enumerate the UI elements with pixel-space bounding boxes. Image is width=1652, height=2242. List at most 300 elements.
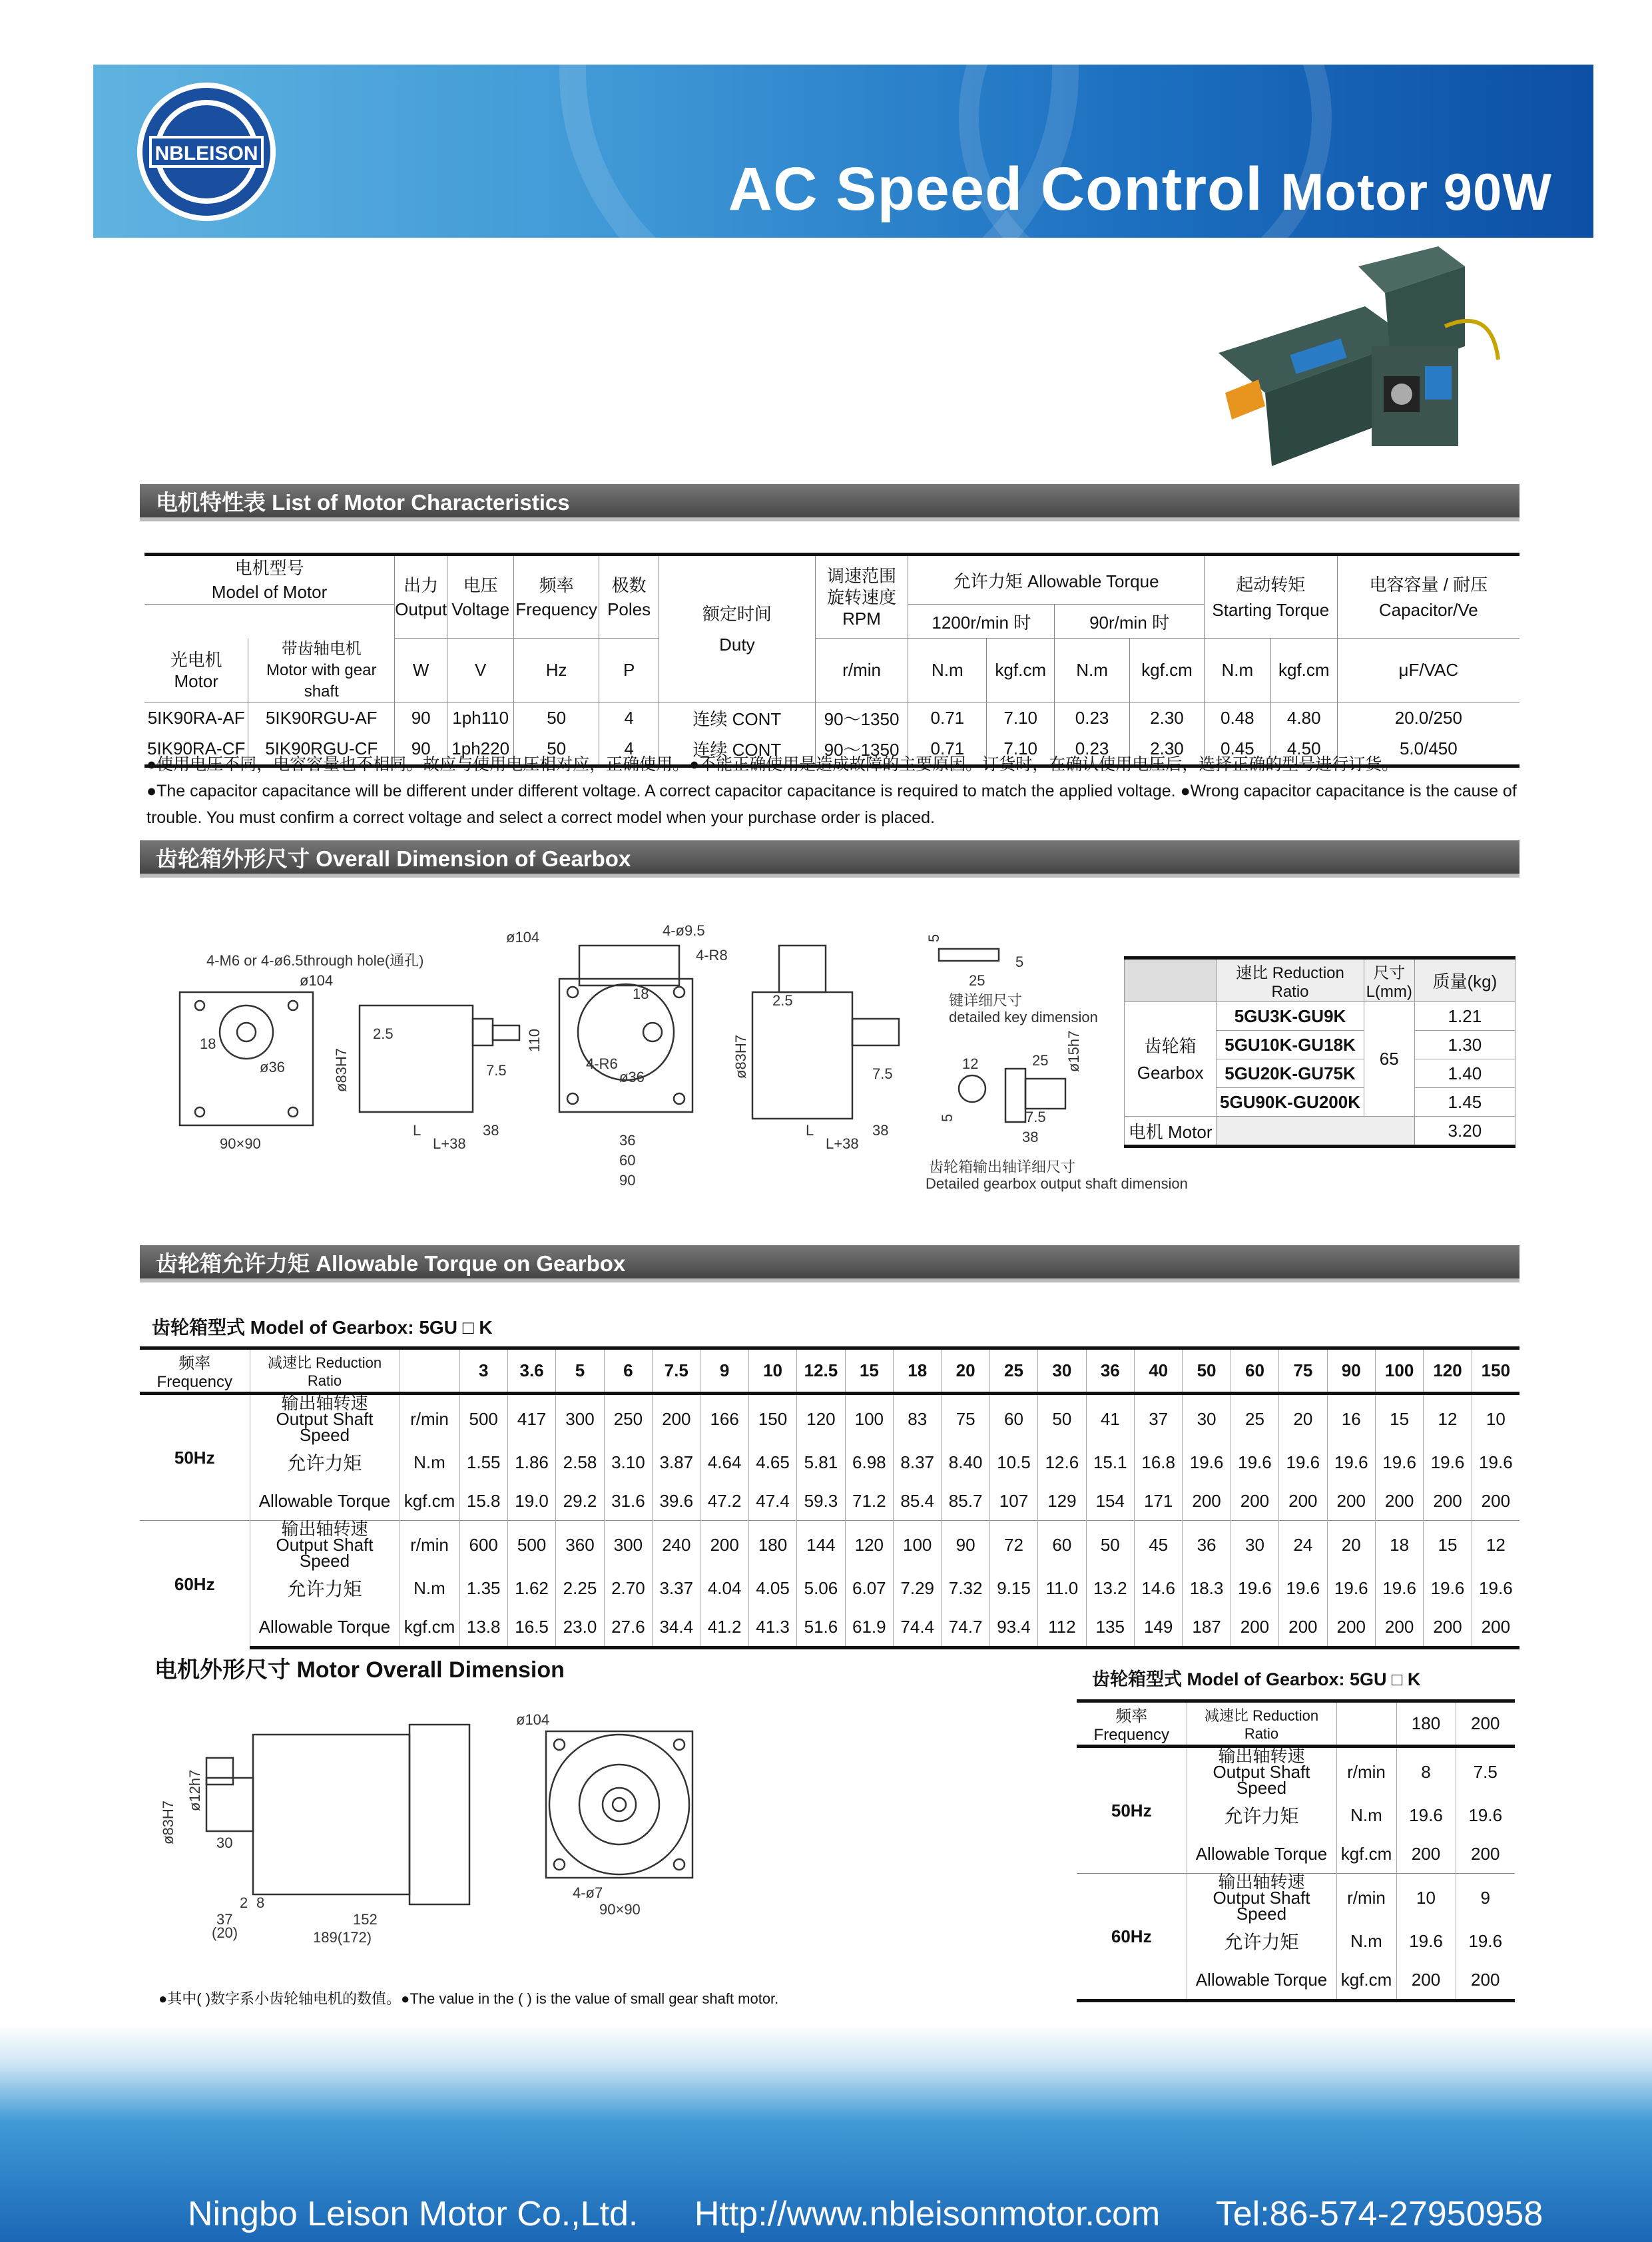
label-gearbox: 齿轮箱 Gearbox: [1125, 1002, 1217, 1117]
unit: W: [395, 639, 447, 703]
value-cell: 200: [700, 1521, 748, 1569]
header-weight: 质量(kg): [1414, 958, 1515, 1002]
value-cell: 16: [1327, 1394, 1375, 1444]
value-cell: 200: [1375, 1607, 1423, 1648]
label-d12: ø12h7: [186, 1769, 203, 1811]
value-cell: 50: [1038, 1394, 1086, 1444]
header-ratio: 减速比 Reduction Ratio: [1187, 1701, 1336, 1747]
ratio-cell: 20: [942, 1348, 989, 1394]
value-cell: 19.6: [1327, 1569, 1375, 1607]
value-cell: 200: [653, 1394, 700, 1444]
table-cell: 90～1350: [815, 702, 908, 734]
label-torque-cn: 允许力矩: [1187, 1796, 1336, 1834]
value-cell: 10: [1396, 1874, 1456, 1922]
label-7-5b: 7.5: [872, 1065, 893, 1082]
unit-cell: N.m: [1336, 1796, 1396, 1834]
table-row: [140, 1443, 1519, 1482]
table-row: [140, 1482, 1519, 1521]
ratio-cell: 3.6: [507, 1348, 555, 1394]
value-cell: 16.8: [1134, 1443, 1182, 1482]
ratio-cell: 200: [1456, 1701, 1515, 1747]
value-cell: 85.4: [894, 1482, 942, 1521]
table-row: [140, 1521, 1519, 1569]
footer-website[interactable]: Http://www.nbleisonmotor.com: [694, 2195, 1161, 2233]
value-cell: 19.0: [507, 1482, 555, 1521]
value-cell: 200: [1231, 1482, 1278, 1521]
value-cell: 5.06: [797, 1569, 845, 1607]
label-output-speed: 输出轴转速 Output Shaft Speed: [1187, 1874, 1336, 1922]
value-cell: 112: [1038, 1607, 1086, 1648]
motor-weight-cell: 3.20: [1414, 1117, 1515, 1147]
unit-cell: kgf.cm: [1336, 1834, 1396, 1874]
unit: N.m: [1055, 639, 1130, 703]
header-frequency: 频率 Frequency: [1093, 1707, 1169, 1744]
value-cell: 3.37: [653, 1569, 700, 1607]
value-cell: 19.6: [1327, 1443, 1375, 1482]
label-L38: L+38: [433, 1135, 466, 1152]
value-cell: 19.6: [1472, 1569, 1519, 1607]
table-cell: 0.23: [1055, 702, 1130, 734]
header-voltage: 电压 Voltage: [447, 555, 514, 639]
label-25b: 25: [1032, 1052, 1049, 1069]
note-en: ●The capacitor capacitance will be different under different voltage. A correct capacitor capacitance is required to match the applied voltage. ●Wrong capacitor capacitance is the cause of trouble. You must confirm a correct voltage and select a correct model when your purchase order is placed.: [146, 782, 1517, 827]
gearbox-model-label: 齿轮箱型式 Model of Gearbox: 5GU □ K: [152, 1317, 493, 1338]
value-cell: 500: [459, 1394, 507, 1444]
unit-cell: N.m: [1336, 1922, 1396, 1960]
label-5: 5: [926, 934, 942, 942]
value-cell: 90: [942, 1521, 989, 1569]
label-key-en: detailed key dimension: [949, 1009, 1098, 1025]
value-cell: 2.70: [604, 1569, 652, 1607]
value-cell: 100: [894, 1521, 942, 1569]
allowable-torque-table: [140, 1346, 1519, 1649]
table-cell: 连续 CONT: [659, 702, 816, 734]
value-cell: 200: [1456, 1834, 1515, 1874]
ratio-cell: 5GU20K-GU75K: [1217, 1059, 1364, 1088]
ratio-cell: 3: [459, 1348, 507, 1394]
value-cell: 19.6: [1424, 1569, 1472, 1607]
value-cell: 47.2: [700, 1482, 748, 1521]
value-cell: 200: [1279, 1482, 1327, 1521]
label-d104c: ø104: [516, 1711, 550, 1728]
table-header-row: [1077, 1701, 1515, 1747]
value-cell: 200: [1183, 1482, 1231, 1521]
table-row: [140, 1394, 1519, 1444]
unit-cell: r/min: [400, 1394, 459, 1444]
table-cell: 0.48: [1204, 702, 1270, 734]
table-cell: 1ph110: [447, 702, 514, 734]
ratio-cell: 5GU10K-GU18K: [1217, 1031, 1364, 1059]
table-header-row: [140, 1348, 1519, 1394]
label-sq2: 90×90: [599, 1901, 641, 1918]
allowable-torque-table-2: [1077, 1699, 1515, 2002]
value-cell: 19.6: [1396, 1796, 1456, 1834]
value-cell: 7.32: [942, 1569, 989, 1607]
unit: P: [599, 639, 659, 703]
value-cell: 200: [1424, 1607, 1472, 1648]
value-cell: 129: [1038, 1482, 1086, 1521]
value-cell: 171: [1134, 1482, 1182, 1521]
ratio-cell: 60: [1231, 1348, 1278, 1394]
value-cell: 144: [797, 1521, 845, 1569]
ratio-cell: 7.5: [653, 1348, 700, 1394]
value-cell: 19.6: [1424, 1443, 1472, 1482]
value-cell: 83: [894, 1394, 942, 1444]
ratio-cell: 75: [1279, 1348, 1327, 1394]
table-cell: 1ph220: [447, 734, 514, 766]
ratio-cell: 12.5: [797, 1348, 845, 1394]
value-cell: 200: [1424, 1482, 1472, 1521]
header-blank: [1336, 1701, 1396, 1747]
value-cell: 2.25: [556, 1569, 604, 1607]
label-2-5: 2.5: [373, 1025, 394, 1042]
value-cell: 4.64: [700, 1443, 748, 1482]
label-mount: 4-M6 or 4-ø6.5through hole(通孔): [206, 952, 424, 969]
value-cell: 15.1: [1086, 1443, 1134, 1482]
header-rpm: 调速范围 旋转速度 RPM: [815, 555, 908, 639]
value-cell: 12.6: [1038, 1443, 1086, 1482]
label-d83b: ø83H7: [732, 1034, 749, 1079]
value-cell: 93.4: [989, 1607, 1037, 1648]
weight-cell: 1.30: [1414, 1031, 1515, 1059]
weight-cell: 1.40: [1414, 1059, 1515, 1088]
value-cell: 120: [845, 1521, 893, 1569]
value-cell: 417: [507, 1394, 555, 1444]
table-cell: 2.30: [1130, 702, 1205, 734]
label-key-cn: 键详细尺寸: [949, 992, 1023, 1009]
value-cell: 200: [1279, 1607, 1327, 1648]
header-blank: [400, 1348, 459, 1394]
label-output-speed: 输出轴转速 Output Shaft Speed: [250, 1394, 400, 1444]
value-cell: 8: [1396, 1747, 1456, 1797]
note-cn: ●使用电压不同，电容容量也不相同。故应与使用电压相对应，正确使用。●不能正确使用是造成故障的主要原因。订货时，在确认使用电压后，选择正确的型号进行订货。: [146, 755, 1399, 774]
value-cell: 300: [604, 1521, 652, 1569]
value-cell: 100: [845, 1394, 893, 1444]
table-cell: 50: [514, 702, 599, 734]
label-d83c: ø83H7: [160, 1800, 176, 1844]
section-title-motor-dimension: 电机外形尺寸 Motor Overall Dimension: [154, 1657, 565, 1683]
table-cell: 7.10: [987, 702, 1055, 734]
header-allowable-torque: 允许力矩 Allowable Torque: [908, 555, 1204, 605]
label-sq: 90×90: [220, 1135, 261, 1152]
label-d83: ø83H7: [333, 1047, 350, 1092]
header-motor: 光电机 Motor: [144, 639, 248, 703]
ratio-cell: 100: [1375, 1348, 1423, 1394]
ratio-cell: 18: [894, 1348, 942, 1394]
header-90: 90r/min 时: [1055, 605, 1205, 639]
label-7-5: 7.5: [486, 1062, 507, 1079]
label-torque-en: Allowable Torque: [250, 1607, 400, 1648]
value-cell: 10: [1472, 1394, 1519, 1444]
ratio-cell: 5: [556, 1348, 604, 1394]
value-cell: 9.15: [989, 1569, 1037, 1607]
header-capacitor: 电容容量 / 耐压 Capacitor/Ve: [1337, 555, 1519, 639]
table-cell: 0.71: [908, 734, 987, 766]
header-poles: 极数 Poles: [599, 555, 659, 639]
value-cell: 9: [1456, 1874, 1515, 1922]
label-12: 12: [962, 1055, 979, 1072]
table-row: [1077, 1747, 1515, 1797]
table-cell: 连续 CONT: [659, 734, 816, 766]
label-20: (20): [212, 1924, 238, 1941]
header-model: 电机型号 Model of Motor: [144, 555, 395, 605]
header-ratio: 速比 Reduction Ratio: [1217, 958, 1364, 1002]
header-duty: 额定时间 Duty: [659, 555, 816, 703]
page-title: AC Speed Control Motor 90W: [728, 155, 1552, 223]
value-cell: 3.10: [604, 1443, 652, 1482]
header-gear-shaft: 带齿轴电机 Motor with gear shaft: [248, 639, 395, 703]
value-cell: 19.6: [1396, 1922, 1456, 1960]
value-cell: 200: [1327, 1482, 1375, 1521]
frequency-cell: 60Hz: [1111, 1926, 1152, 1946]
value-cell: 300: [556, 1394, 604, 1444]
value-cell: 19.6: [1279, 1443, 1327, 1482]
unit-cell: kgf.cm: [400, 1607, 459, 1648]
value-cell: 60: [989, 1394, 1037, 1444]
value-cell: 15: [1375, 1394, 1423, 1444]
value-cell: 4.04: [700, 1569, 748, 1607]
label-L38b: L+38: [826, 1135, 859, 1152]
label-2-5b: 2.5: [772, 992, 793, 1009]
value-cell: 250: [604, 1394, 652, 1444]
ratio-cell: 10: [748, 1348, 796, 1394]
table-cell: 5.0/450: [1337, 734, 1519, 766]
value-cell: 19.6: [1456, 1922, 1515, 1960]
unit: kgf.cm: [1130, 639, 1205, 703]
table-cell: 4: [599, 734, 659, 766]
value-cell: 8.40: [942, 1443, 989, 1482]
header-1200: 1200r/min 时: [908, 605, 1055, 639]
label-shaft-en: Detailed gearbox output shaft dimension: [926, 1175, 1188, 1192]
value-cell: 19.6: [1231, 1569, 1278, 1607]
label-output-speed: 输出轴转速 Output Shaft Speed: [250, 1521, 400, 1569]
label-h7: 4-ø7: [573, 1884, 603, 1901]
value-cell: 47.4: [748, 1482, 796, 1521]
ratio-cell: 120: [1424, 1348, 1472, 1394]
label-7-5c: 7.5: [1025, 1109, 1046, 1125]
frequency-cell: 50Hz: [1111, 1800, 1152, 1821]
value-cell: 34.4: [653, 1607, 700, 1648]
value-cell: 200: [1456, 1960, 1515, 2001]
value-cell: 13.8: [459, 1607, 507, 1648]
value-cell: 29.2: [556, 1482, 604, 1521]
value-cell: 2.58: [556, 1443, 604, 1482]
ratio-cell: 50: [1183, 1348, 1231, 1394]
label-37: 37: [216, 1911, 233, 1928]
header-ratio: 减速比 Reduction Ratio: [250, 1348, 400, 1394]
value-cell: 6.07: [845, 1569, 893, 1607]
value-cell: 19.6: [1375, 1443, 1423, 1482]
value-cell: 200: [1396, 1834, 1456, 1874]
table-row: [140, 1607, 1519, 1648]
unit-cell: r/min: [400, 1521, 459, 1569]
header-frequency: 频率 Frequency: [140, 1348, 250, 1394]
value-cell: 150: [748, 1394, 796, 1444]
value-cell: 15.8: [459, 1482, 507, 1521]
size-cell: 65: [1364, 1002, 1414, 1117]
value-cell: 360: [556, 1521, 604, 1569]
unit: N.m: [1204, 639, 1270, 703]
table-row: [144, 702, 1519, 734]
label-L: L: [413, 1122, 421, 1139]
motor-dimension-drawing: [153, 1705, 832, 1951]
value-cell: 149: [1134, 1607, 1182, 1648]
unit-cell: N.m: [400, 1569, 459, 1607]
table-cell: 50: [514, 734, 599, 766]
label-189: 189(172): [313, 1929, 372, 1946]
value-cell: 45: [1134, 1521, 1182, 1569]
value-cell: 20: [1279, 1394, 1327, 1444]
value-cell: 24: [1279, 1521, 1327, 1569]
value-cell: 19.6: [1279, 1569, 1327, 1607]
table-row: [1077, 1874, 1515, 1922]
note-bottom: ●其中( )数字系小齿轮轴电机的数值。●The value in the ( ) is the value of small gear shaft motor.: [158, 1990, 779, 2007]
table-cell: 20.0/250: [1337, 702, 1519, 734]
value-cell: 18: [1375, 1521, 1423, 1569]
label-r8: 4-R8: [696, 947, 728, 964]
value-cell: 19.6: [1231, 1443, 1278, 1482]
value-cell: 120: [797, 1394, 845, 1444]
label-motor: 电机 Motor: [1125, 1117, 1217, 1147]
table-cell: 5IK90RGU-AF: [248, 702, 395, 734]
label-5c: 5: [939, 1113, 956, 1122]
motor-photo: [1212, 246, 1512, 473]
unit-cell: kgf.cm: [1336, 1960, 1396, 2001]
value-cell: 1.86: [507, 1443, 555, 1482]
value-cell: 27.6: [604, 1607, 652, 1648]
value-cell: 10.5: [989, 1443, 1037, 1482]
table-cell: 4: [599, 702, 659, 734]
value-cell: 4.05: [748, 1569, 796, 1607]
value-cell: 135: [1086, 1607, 1134, 1648]
table-cell: 4.50: [1270, 734, 1337, 766]
value-cell: 187: [1183, 1607, 1231, 1648]
unit: N.m: [908, 639, 987, 703]
value-cell: 41.3: [748, 1607, 796, 1648]
company-logo: [133, 79, 280, 225]
label-38c: 38: [1022, 1129, 1039, 1145]
value-cell: 1.35: [459, 1569, 507, 1607]
value-cell: 19.6: [1375, 1569, 1423, 1607]
value-cell: 75: [942, 1394, 989, 1444]
label-d15: ø15h7: [1065, 1030, 1082, 1072]
unit: kgf.cm: [987, 639, 1055, 703]
header-output: 出力 Output: [395, 555, 447, 639]
label-hole9: 4-ø9.5: [663, 922, 705, 939]
value-cell: 1.55: [459, 1443, 507, 1482]
value-cell: 7.29: [894, 1569, 942, 1607]
label-output-speed: 输出轴转速 Output Shaft Speed: [1187, 1747, 1336, 1797]
value-cell: 20: [1327, 1521, 1375, 1569]
table-cell: 7.10: [987, 734, 1055, 766]
label-d104: ø104: [300, 972, 334, 989]
label-shaft-cn: 齿轮箱输出轴详细尺寸: [929, 1159, 1076, 1175]
footer-contact: [188, 2194, 1589, 2234]
value-cell: 72: [989, 1521, 1037, 1569]
value-cell: 19.6: [1472, 1443, 1519, 1482]
value-cell: 154: [1086, 1482, 1134, 1521]
value-cell: 6.98: [845, 1443, 893, 1482]
value-cell: 7.5: [1456, 1747, 1515, 1797]
gearbox-model-label-2: 齿轮箱型式 Model of Gearbox: 5GU □ K: [1092, 1669, 1421, 1689]
label-60: 60: [619, 1152, 636, 1169]
label-25: 25: [969, 972, 985, 989]
ratio-cell: 25: [989, 1348, 1037, 1394]
motor-characteristics-table: [144, 553, 1519, 768]
unit-cell: kgf.cm: [400, 1482, 459, 1521]
label-18b: 18: [633, 985, 649, 1002]
label-r6: 4-R6: [586, 1055, 618, 1072]
value-cell: 39.6: [653, 1482, 700, 1521]
weight-cell: 1.45: [1414, 1088, 1515, 1117]
ratio-cell: 90: [1327, 1348, 1375, 1394]
value-cell: 61.9: [845, 1607, 893, 1648]
value-cell: 71.2: [845, 1482, 893, 1521]
value-cell: 50: [1086, 1521, 1134, 1569]
frequency-cell: 60Hz: [140, 1521, 250, 1648]
label-2: 2: [240, 1894, 248, 1911]
value-cell: 107: [989, 1482, 1037, 1521]
label-torque-cn: 允许力矩: [1187, 1922, 1336, 1960]
value-cell: 200: [1375, 1482, 1423, 1521]
label-d36: ø36: [260, 1059, 285, 1075]
value-cell: 37: [1134, 1394, 1182, 1444]
value-cell: 41.2: [700, 1607, 748, 1648]
value-cell: 8.37: [894, 1443, 942, 1482]
table-cell: 2.30: [1130, 734, 1205, 766]
value-cell: 600: [459, 1521, 507, 1569]
value-cell: 200: [1231, 1607, 1278, 1648]
ratio-cell: 6: [604, 1348, 652, 1394]
value-cell: 41: [1086, 1394, 1134, 1444]
value-cell: 500: [507, 1521, 555, 1569]
value-cell: 180: [748, 1521, 796, 1569]
frequency-cell: 50Hz: [140, 1394, 250, 1521]
table-cell: 5IK90RA-CF: [144, 734, 248, 766]
label-torque-en: Allowable Torque: [1187, 1960, 1336, 2001]
label-152: 152: [353, 1911, 378, 1928]
unit: r/min: [815, 639, 908, 703]
table-cell: 4.80: [1270, 702, 1337, 734]
value-cell: 15: [1424, 1521, 1472, 1569]
value-cell: 200: [1396, 1960, 1456, 2001]
footer-company: Ningbo Leison Motor Co.,Ltd.: [188, 2195, 639, 2233]
label-8: 8: [256, 1894, 265, 1911]
label-torque-en: Allowable Torque: [1187, 1834, 1336, 1874]
ratio-cell: 150: [1472, 1348, 1519, 1394]
value-cell: 74.7: [942, 1607, 989, 1648]
label-torque-cn: 允许力矩: [250, 1569, 400, 1607]
value-cell: 51.6: [797, 1607, 845, 1648]
label-torque-cn: 允许力矩: [250, 1443, 400, 1482]
unit-cell: N.m: [400, 1443, 459, 1482]
value-cell: 200: [1472, 1482, 1519, 1521]
svg-text:NBLEISON: NBLEISON: [154, 142, 258, 164]
label-d36b: ø36: [619, 1069, 645, 1085]
value-cell: 23.0: [556, 1607, 604, 1648]
value-cell: 36: [1183, 1521, 1231, 1569]
unit: Hz: [514, 639, 599, 703]
table-cell: 5IK90RGU-CF: [248, 734, 395, 766]
ratio-cell: 9: [700, 1348, 748, 1394]
value-cell: 12: [1472, 1521, 1519, 1569]
header-starting-torque: 起动转矩 Starting Torque: [1204, 555, 1337, 639]
gearbox-weight-table: [1124, 956, 1515, 1148]
ratio-cell: 40: [1134, 1348, 1182, 1394]
table-cell: 90: [395, 702, 447, 734]
label-38b: 38: [872, 1122, 889, 1139]
label-110: 110: [526, 1028, 543, 1052]
